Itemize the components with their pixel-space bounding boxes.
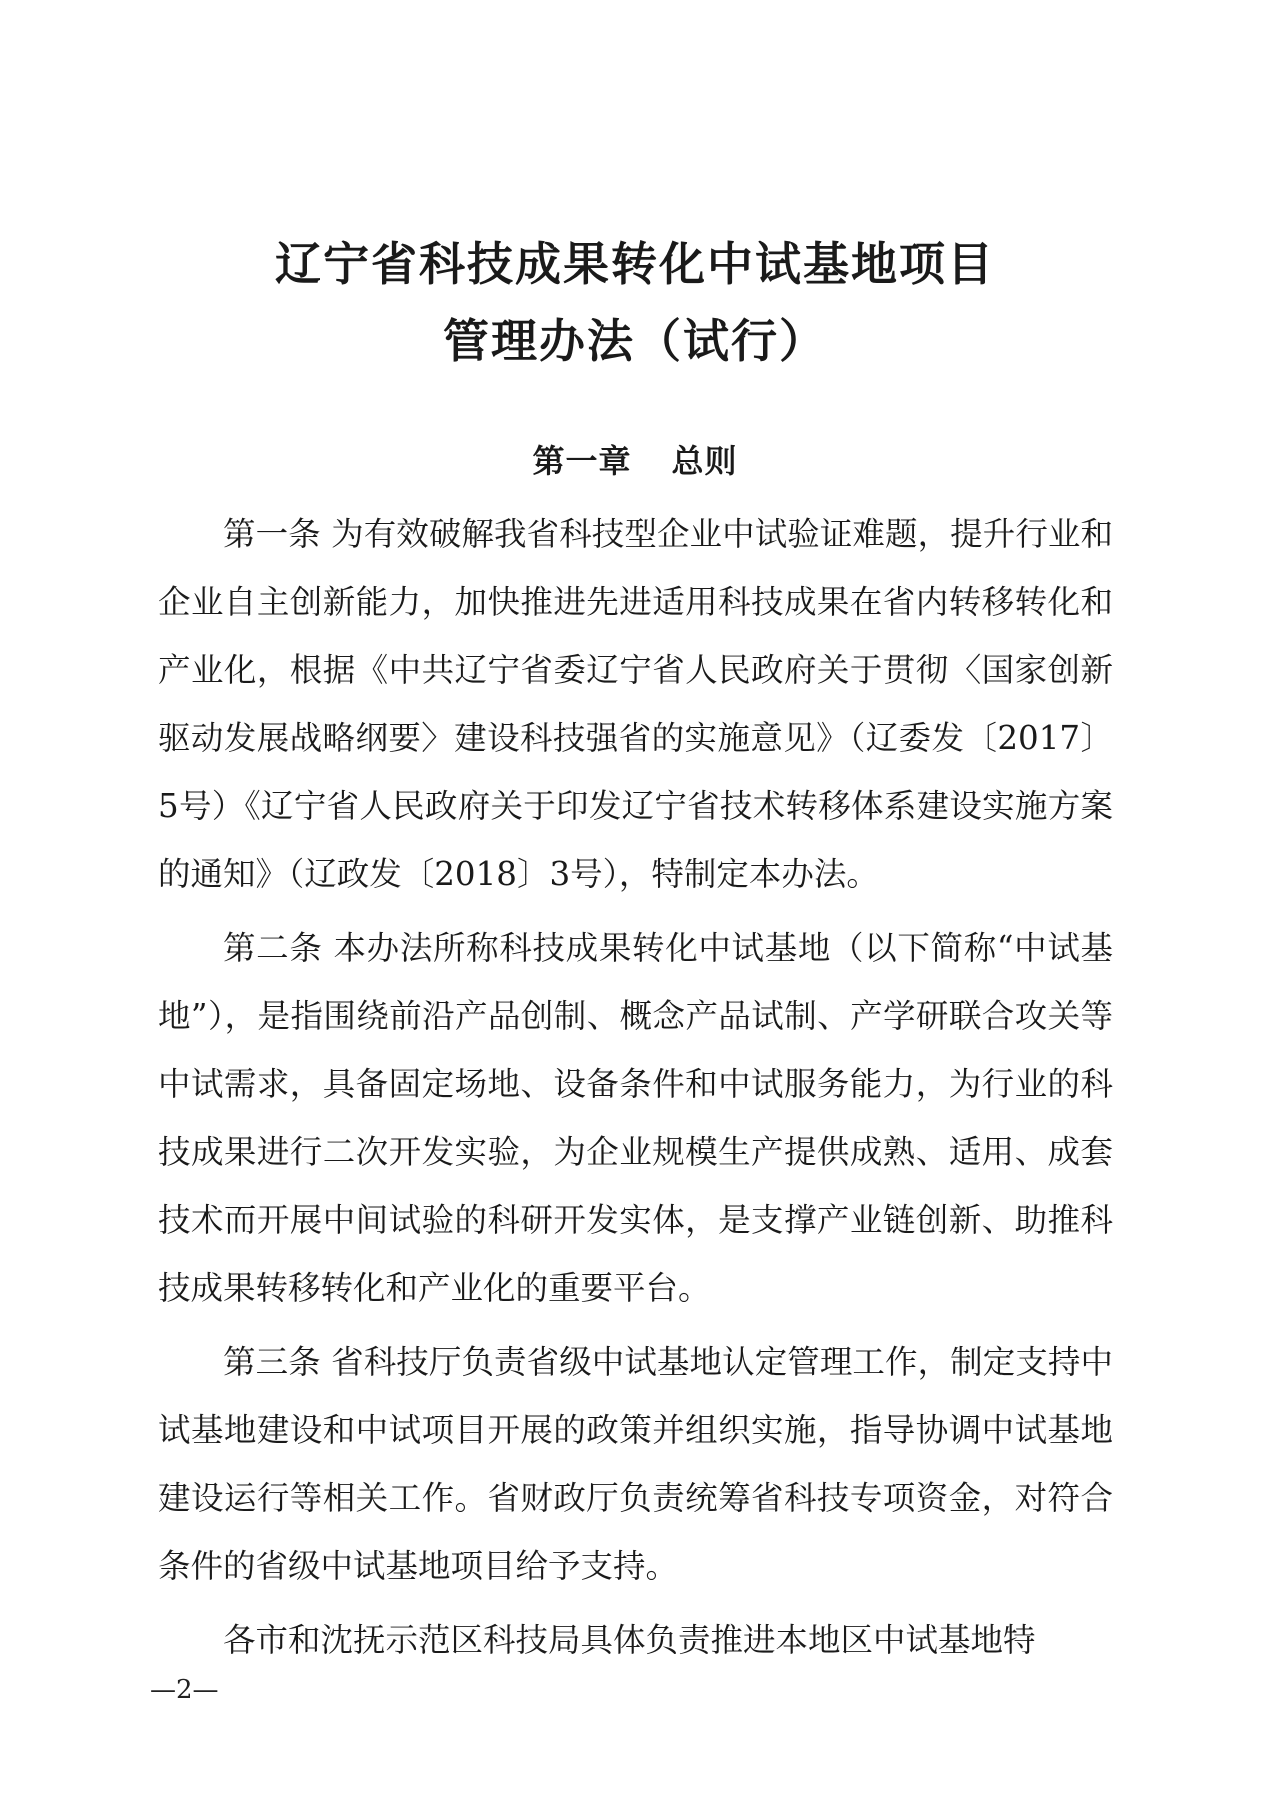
paragraph-article-1: 第一条 为有效破解我省科技型企业中试验证难题，提升行业和企业自主创新能力，加快推进先进适用科技成果在省内转移转化和产业化，根据《中共辽宁省委辽宁省人民政府关于贯彻〈国家创新驱动发展战略纲要〉建设科技强省的实施意见》（辽委发〔2017〕5号）《辽宁省人民政府关于印发辽宁省技术转移体系建设实施方案的通知》（辽政发〔2018〕3号），特制定本办法。 <box>158 515 1113 893</box>
paragraph-article-2: 第二条 本办法所称科技成果转化中试基地（以下简称“中试基地”），是指围绕前沿产品创制、概念产品试制、产学研联合攻关等中试需求，具备固定场地、设备条件和中试服务能力，为行业的科技成果进行二次开发实验，为企业规模生产提供成熟、适用、成套技术而开展中间试验的科研开发实体，是支撑产业链创新、助推科技成果转移转化和产业化的重要平台。 <box>158 929 1113 1307</box>
paragraph-article-3: 第三条 省科技厅负责省级中试基地认定管理工作，制定支持中试基地建设和中试项目开展的政策并组织实施，指导协调中试基地建设运行等相关工作。省财政厅负责统筹省科技专项资金，对符合条件的省级中试基地项目给予支持。 <box>158 1343 1113 1585</box>
chapter-heading <box>0 436 1270 482</box>
document-title-line-1: 辽宁省科技成果转化中试基地项目 <box>275 237 995 291</box>
page-number: —2— <box>150 1675 219 1705</box>
document-title-line-2: 管理办法（试行） <box>443 314 827 368</box>
chapter-title: 总则 <box>671 442 738 480</box>
document-body <box>158 500 1113 1674</box>
paragraph-continuation: 各市和沈抚示范区科技局具体负责推进本地区中试基地特 <box>223 1621 1036 1659</box>
chapter-number: 第一章 <box>532 442 632 480</box>
